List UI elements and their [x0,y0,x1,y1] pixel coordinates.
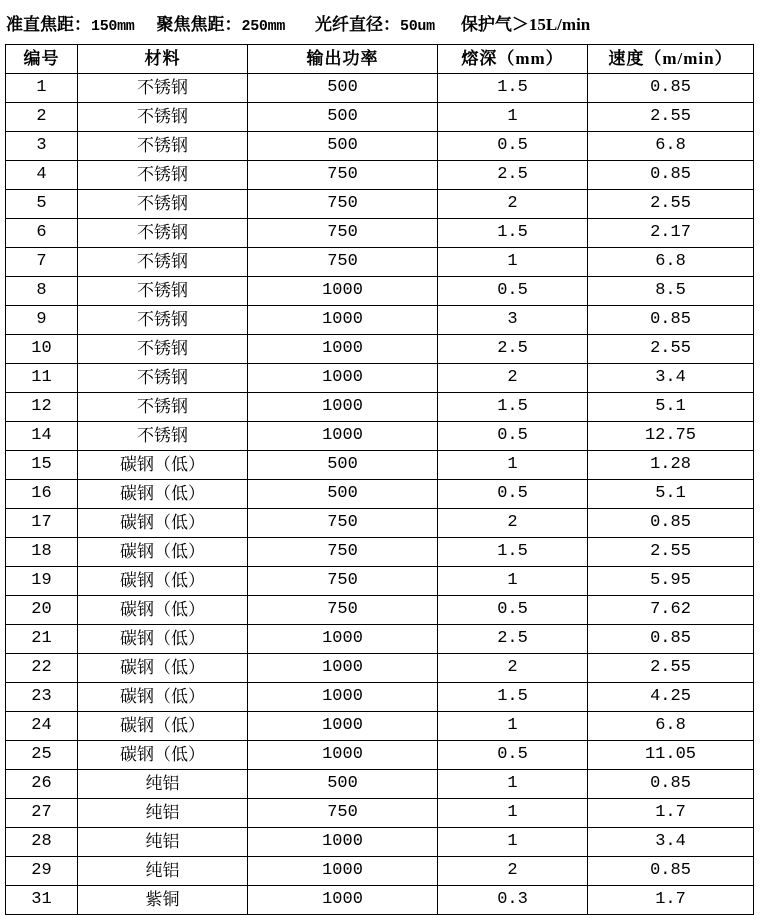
table-cell: 不锈钢 [78,364,248,393]
table-row [6,538,754,567]
table-cell: 6.8 [588,132,754,161]
table-cell: 500 [248,132,438,161]
table-row [6,480,754,509]
table-cell: 1.5 [438,538,588,567]
table-cell: 0.85 [588,306,754,335]
table-cell: 碳钢（低） [78,625,248,654]
table-cell: 1000 [248,741,438,770]
table-cell: 2 [438,857,588,886]
table-row [6,103,754,132]
table-row [6,393,754,422]
table-cell: 21 [6,625,78,654]
table-header-row [6,45,754,74]
table-cell: 碳钢（低） [78,654,248,683]
column-header-output-power: 输出功率 [248,45,438,74]
welding-parameter-table [5,44,754,915]
table-cell: 1.5 [438,393,588,422]
column-header-index: 编号 [6,45,78,74]
table-row [6,596,754,625]
table-cell: 2.55 [588,103,754,132]
table-cell: 纯铝 [78,828,248,857]
table-row [6,567,754,596]
table-cell: 不锈钢 [78,219,248,248]
table-cell: 22 [6,654,78,683]
table-cell: 不锈钢 [78,335,248,364]
table-cell: 1.28 [588,451,754,480]
table-cell: 1 [438,770,588,799]
table-cell: 2 [438,364,588,393]
parameter-header [0,0,760,44]
table-row [6,132,754,161]
table-header [6,45,754,74]
table-cell: 1.7 [588,799,754,828]
column-header-material: 材料 [78,45,248,74]
table-cell: 不锈钢 [78,306,248,335]
table-row [6,770,754,799]
table-cell: 1.5 [438,74,588,103]
table-cell: 1.7 [588,886,754,915]
table-cell: 0.5 [438,480,588,509]
table-cell: 2.55 [588,190,754,219]
table-cell: 11.05 [588,741,754,770]
table-body [6,74,754,915]
table-cell: 0.5 [438,132,588,161]
table-cell: 1.5 [438,219,588,248]
table-cell: 5.1 [588,480,754,509]
table-cell: 4 [6,161,78,190]
param-fiber-diameter [315,10,435,35]
table-cell: 750 [248,509,438,538]
param-shielding-gas [461,10,590,35]
table-cell: 1000 [248,364,438,393]
table-cell: 18 [6,538,78,567]
table-cell: 1000 [248,335,438,364]
table-cell: 500 [248,770,438,799]
param-collimation-focal [6,10,135,35]
table-cell: 碳钢（低） [78,596,248,625]
table-cell: 1 [438,103,588,132]
table-cell: 0.3 [438,886,588,915]
table-cell: 4.25 [588,683,754,712]
table-cell: 5.95 [588,567,754,596]
table-cell: 1 [438,451,588,480]
table-cell: 6 [6,219,78,248]
table-cell: 3.4 [588,828,754,857]
table-cell: 19 [6,567,78,596]
table-cell: 750 [248,596,438,625]
table-cell: 不锈钢 [78,132,248,161]
table-cell: 1 [6,74,78,103]
table-cell: 纯铝 [78,799,248,828]
table-cell: 1 [438,799,588,828]
table-cell: 2.55 [588,654,754,683]
table-cell: 5 [6,190,78,219]
table-cell: 24 [6,712,78,741]
table-row [6,741,754,770]
table-row [6,712,754,741]
table-row [6,857,754,886]
table-cell: 不锈钢 [78,393,248,422]
table-cell: 750 [248,248,438,277]
table-cell: 8 [6,277,78,306]
table-cell: 0.5 [438,277,588,306]
table-cell: 11 [6,364,78,393]
table-cell: 750 [248,161,438,190]
table-cell: 500 [248,74,438,103]
table-cell: 1000 [248,422,438,451]
table-cell: 碳钢（低） [78,451,248,480]
table-cell: 0.85 [588,625,754,654]
table-cell: 不锈钢 [78,422,248,451]
table-cell: 7.62 [588,596,754,625]
table-cell: 25 [6,741,78,770]
table-cell: 1 [438,828,588,857]
table-cell: 3 [6,132,78,161]
table-cell: 2.5 [438,161,588,190]
table-cell: 1.5 [438,683,588,712]
table-row [6,190,754,219]
table-cell: 2.5 [438,335,588,364]
table-cell: 20 [6,596,78,625]
table-cell: 750 [248,219,438,248]
table-cell: 1 [438,567,588,596]
table-cell: 碳钢（低） [78,538,248,567]
table-cell: 2 [438,190,588,219]
table-cell: 0.85 [588,161,754,190]
table-cell: 碳钢（低） [78,741,248,770]
table-cell: 2 [6,103,78,132]
table-cell: 10 [6,335,78,364]
table-cell: 不锈钢 [78,248,248,277]
table-cell: 23 [6,683,78,712]
table-cell: 碳钢（低） [78,480,248,509]
table-row [6,654,754,683]
table-cell: 1000 [248,886,438,915]
table-row [6,625,754,654]
table-cell: 2.5 [438,625,588,654]
table-cell: 9 [6,306,78,335]
table-cell: 0.85 [588,509,754,538]
table-row [6,364,754,393]
table-row [6,422,754,451]
table-cell: 1000 [248,654,438,683]
table-cell: 2.17 [588,219,754,248]
param-shielding-gas-label: 保护气＞15L/min [460,14,591,34]
table-cell: 1 [438,712,588,741]
table-cell: 碳钢（低） [78,509,248,538]
table-row [6,277,754,306]
table-cell: 8.5 [588,277,754,306]
table-row [6,683,754,712]
table-cell: 碳钢（低） [78,712,248,741]
param-fiber-diameter-value: 50um [400,17,435,35]
table-cell: 16 [6,480,78,509]
param-focus-focal-label: 聚焦焦距： [156,14,242,34]
table-row [6,161,754,190]
column-header-speed: 速度（m/min） [588,45,754,74]
table-cell: 14 [6,422,78,451]
table-cell: 7 [6,248,78,277]
table-cell: 28 [6,828,78,857]
param-collimation-focal-value: 150mm [91,17,135,35]
table-row [6,799,754,828]
table-cell: 2.55 [588,335,754,364]
table-cell: 12.75 [588,422,754,451]
table-cell: 750 [248,538,438,567]
table-row [6,335,754,364]
table-cell: 1000 [248,393,438,422]
table-cell: 0.85 [588,74,754,103]
column-header-penetration: 熔深（mm） [438,45,588,74]
table-cell: 2.55 [588,538,754,567]
table-row [6,451,754,480]
table-cell: 碳钢（低） [78,683,248,712]
table-cell: 500 [248,480,438,509]
table-cell: 31 [6,886,78,915]
table-row [6,219,754,248]
param-fiber-diameter-label: 光纤直径： [315,14,401,34]
table-cell: 750 [248,190,438,219]
table-cell: 不锈钢 [78,74,248,103]
table-cell: 500 [248,103,438,132]
table-cell: 27 [6,799,78,828]
table-cell: 26 [6,770,78,799]
param-focus-focal [157,10,286,35]
table-cell: 纯铝 [78,857,248,886]
table-cell: 紫铜 [78,886,248,915]
table-cell: 6.8 [588,712,754,741]
param-focus-focal-value: 250mm [241,17,286,35]
table-cell: 不锈钢 [78,161,248,190]
table-cell: 1000 [248,306,438,335]
table-cell: 0.85 [588,857,754,886]
table-cell: 29 [6,857,78,886]
table-row [6,74,754,103]
table-cell: 5.1 [588,393,754,422]
table-row [6,828,754,857]
table-cell: 1000 [248,683,438,712]
table-row [6,886,754,915]
table-row [6,509,754,538]
table-cell: 1000 [248,828,438,857]
table-cell: 750 [248,567,438,596]
table-cell: 3.4 [588,364,754,393]
table-cell: 500 [248,451,438,480]
table-cell: 1 [438,248,588,277]
table-cell: 纯铝 [78,770,248,799]
table-cell: 0.5 [438,422,588,451]
table-cell: 3 [438,306,588,335]
table-cell: 1000 [248,857,438,886]
table-cell: 0.85 [588,770,754,799]
table-row [6,306,754,335]
table-cell: 1000 [248,277,438,306]
table-row [6,248,754,277]
table-cell: 碳钢（低） [78,567,248,596]
table-cell: 750 [248,799,438,828]
table-cell: 6.8 [588,248,754,277]
table-cell: 2 [438,509,588,538]
table-cell: 1000 [248,712,438,741]
table-cell: 0.5 [438,596,588,625]
table-cell: 1000 [248,625,438,654]
table-cell: 0.5 [438,741,588,770]
table-cell: 不锈钢 [78,103,248,132]
param-collimation-focal-label: 准直焦距： [6,14,91,34]
table-cell: 不锈钢 [78,190,248,219]
table-cell: 2 [438,654,588,683]
table-cell: 12 [6,393,78,422]
table-cell: 17 [6,509,78,538]
table-cell: 不锈钢 [78,277,248,306]
table-cell: 15 [6,451,78,480]
